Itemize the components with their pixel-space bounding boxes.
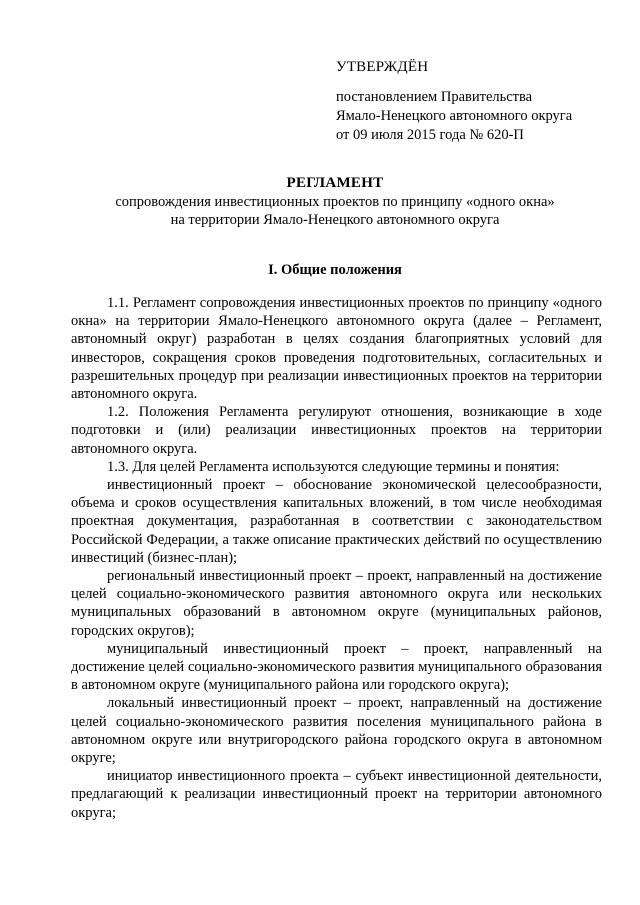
paragraph: муниципальный инвестиционный проект – проект, направленный на достижение целей социально-экономического развития муниципального образования в автономном округе (муниципального района или городского округа); xyxy=(71,640,602,694)
document-subtitle-line-2: на территории Ямало-Ненецкого автономного округа xyxy=(170,212,500,228)
approval-line-1: постановлением Правительства xyxy=(336,89,533,105)
approved-label: УТВЕРЖДЁН xyxy=(336,59,429,75)
approval-line-3: от 09 июля 2015 года № 620-П xyxy=(336,127,524,143)
document-subtitle-line-1: сопровождения инвестиционных проектов по принципу «одного окна» xyxy=(115,193,555,210)
paragraph: инвестиционный проект – обоснование экономической целесообразности, объема и сроков осуществления капитальных вложений, в том числе необходимая проектная документация, разработанная в соответствии с законодательством Российской Федерации, а также описание практических действий по осуществлению инвестиций (бизнес-план); xyxy=(71,477,602,566)
paragraph: локальный инвестиционный проект – проект, направленный на достижение целей социально-экономического развития поселения муниципального района в автономном округе или внутригородского района городского округа в автономном округе; xyxy=(71,695,602,767)
paragraph: 1.2. Положения Регламента регулируют отношения, возникающие в ходе подготовки и (или) реализации инвестиционных проектов на территории автономного округа. xyxy=(71,404,602,457)
section-heading: I. Общие положения xyxy=(268,262,402,278)
approval-line-2: Ямало-Ненецкого автономного округа xyxy=(336,108,573,124)
paragraph: региональный инвестиционный проект – проект, направленный на достижение целей социально-экономического развития автономного округа или нескольких муниципальных образований в автономном округе (муниципальных районов, городских округов); xyxy=(71,568,602,639)
paragraph: инициатор инвестиционного проекта – субъект инвестиционной деятельности, предлагающий к реализации инвестиционный проект на территории автономного округа; xyxy=(71,768,602,821)
document-title-block xyxy=(40,174,630,230)
document-body xyxy=(71,294,602,822)
paragraph: 1.3. Для целей Регламента используются следующие термины и понятия: xyxy=(107,458,560,475)
approval-stamp xyxy=(336,58,626,145)
document-title: РЕГЛАМЕНТ xyxy=(286,175,384,191)
paragraph: 1.1. Регламент сопровождения инвестиционных проектов по принципу «одного окна» на территории Ямало-Ненецкого автономного округа (далее – Регламент, автономный округ) разработан в целях создания благоприятных условий для инвесторов, сокращения сроков проведения подготовительных, согласительных и разрешительных процедур при реализации инвестиционных проектов на территории автономного округа. xyxy=(71,295,602,403)
